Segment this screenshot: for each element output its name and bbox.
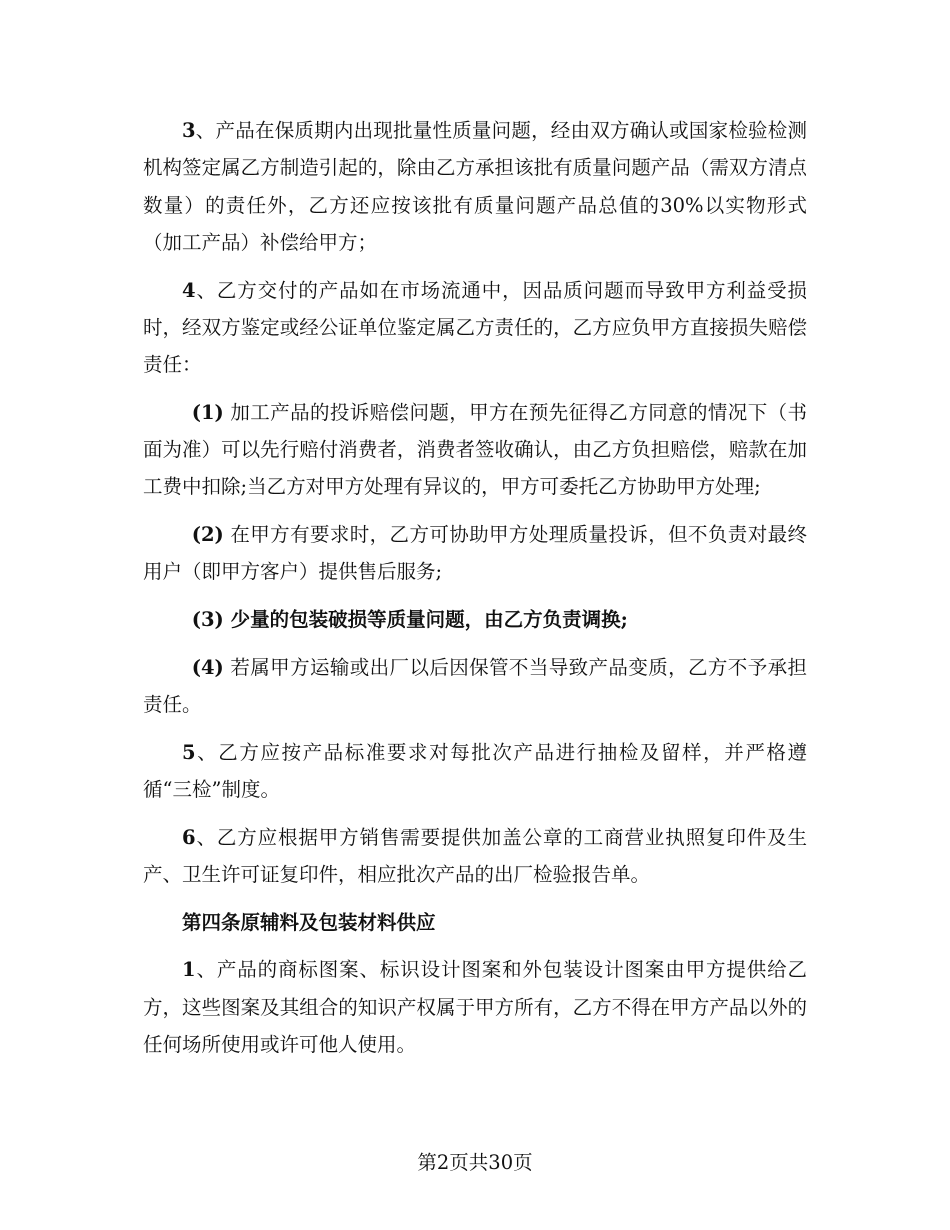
clause-number: 4 [182, 278, 196, 302]
sub-clause-text: 加工产品的投诉赔偿问题，甲方在预先征得乙方同意的情况下（书面为准）可以先行赔付消费者，消费者签收确认，由乙方负担赔偿，赔款在加工费中扣除;当乙方对甲方处理有异议的，甲方可委托乙方协助甲方处理; [143, 400, 807, 499]
sub-clause-text: 少量的包装破损等质量问题，由乙方负责调换; [223, 608, 628, 632]
clause-number: 6 [182, 825, 196, 849]
clause-number: 1 [182, 958, 196, 982]
document-body [143, 112, 807, 1074]
clause-5-paragraph [143, 734, 807, 809]
clause-6-paragraph [143, 819, 807, 894]
clause-4-paragraph [143, 272, 807, 384]
sub-clause-1-paragraph [143, 394, 807, 506]
page-number-footer: 第2页共30页 [417, 1151, 533, 1174]
sub-clause-3-paragraph [143, 601, 807, 638]
sub-clause-text: 在甲方有要求时，乙方可协助甲方处理质量投诉，但不负责对最终用户（即甲方客户）提供售后服务; [143, 523, 807, 584]
sub-clause-4-paragraph [143, 649, 807, 724]
clause-3-paragraph [143, 112, 807, 261]
clause-text: 、产品的商标图案、标识设计图案和外包装设计图案由甲方提供给乙方，这些图案及其组合的知识产权属于甲方所有，乙方不得在甲方产品以外的任何场所使用或许可他人使用。 [143, 958, 807, 1057]
clause-number: 3 [182, 119, 196, 142]
clause-text: 、乙方应根据甲方销售需要提供加盖公章的工商营业执照复印件及生产、卫生许可证复印件，相应批次产品的出厂检验报告单。 [143, 825, 807, 887]
sub-clause-number: (4) [191, 655, 224, 679]
clause-text: 、乙方应按产品标准要求对每批次产品进行抽检及留样，并严格遵循“三检”制度。 [143, 740, 807, 802]
sub-clause-number: (1) [191, 400, 224, 424]
sub-clause-number: (2) [191, 523, 224, 547]
section-heading [143, 904, 807, 941]
section-heading-text: 第四条原辅料及包装材料供应 [182, 910, 436, 934]
clause-text: 、产品在保质期内出现批量性质量问题，经由双方确认或国家检验检测机构签定属乙方制造引起的，除由乙方承担该批有质量问题产品（需双方清点数量）的责任外，乙方还应按该批有质量问题产品总值的30%以实物形式（加工产品）补偿给甲方； [143, 119, 807, 254]
clause-text: 、乙方交付的产品如在市场流通中，因品质问题而导致甲方利益受损时，经双方鉴定或经公证单位鉴定属乙方责任的，乙方应负甲方直接损失赔偿责任： [143, 278, 807, 377]
sub-clause-text: 若属甲方运输或出厂以后因保管不当导致产品变质，乙方不予承担责任。 [143, 655, 807, 717]
clause-number: 5 [182, 740, 196, 764]
section-4-clause-1-paragraph [143, 951, 807, 1063]
sub-clause-2-paragraph [143, 516, 807, 591]
sub-clause-number: (3) [191, 608, 224, 632]
